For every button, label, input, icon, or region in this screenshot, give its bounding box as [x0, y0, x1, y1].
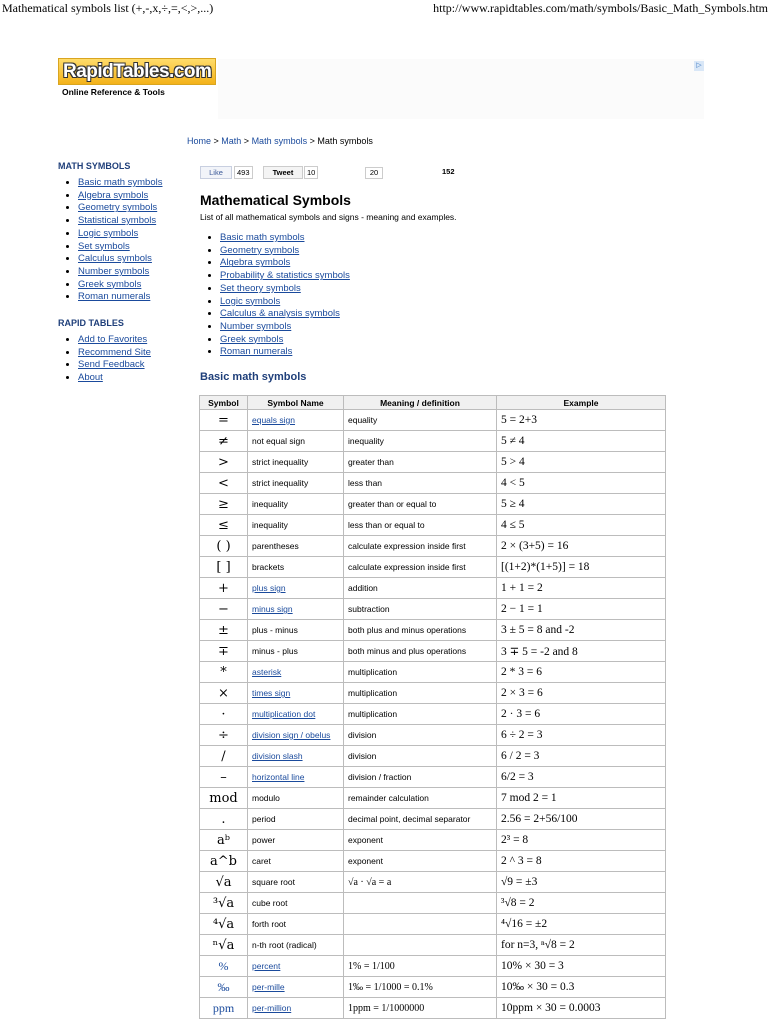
cell-symbol: %: [200, 956, 248, 977]
sidebar-item: [78, 372, 188, 385]
sidebar-math-symbols-list: [58, 177, 188, 304]
cell-symbol-name: modulo: [248, 788, 344, 809]
cell-symbol: ÷: [200, 725, 248, 746]
cell-example: 5 = 2+3: [497, 410, 666, 431]
sidebar: [58, 161, 188, 385]
breadcrumb-sep: >: [307, 136, 318, 146]
share-count: 152: [442, 167, 455, 176]
ad-choices-icon[interactable]: ▷: [694, 61, 704, 71]
topic-link-algebra[interactable]: Algebra symbols: [220, 257, 291, 269]
cell-meaning: multiplication: [344, 683, 497, 704]
cell-symbol: √a: [200, 872, 248, 893]
topic-item: [220, 270, 350, 283]
cell-symbol-name: [248, 956, 344, 977]
symbol-name-link[interactable]: percent: [252, 961, 281, 971]
topic-link-calculus[interactable]: Calculus & analysis symbols: [220, 308, 340, 320]
topic-item: [220, 346, 350, 359]
cell-symbol: =: [200, 410, 248, 431]
sidebar-item: [78, 215, 188, 228]
cell-symbol-name: [248, 977, 344, 998]
table-row: [200, 893, 666, 914]
cell-symbol-name: [248, 683, 344, 704]
topic-link-logic[interactable]: Logic symbols: [220, 295, 281, 307]
cell-example: 2³ = 8: [497, 830, 666, 851]
breadcrumb-sep: >: [241, 136, 252, 146]
cell-example: 10‰ × 30 = 0.3: [497, 977, 666, 998]
cell-meaning: addition: [344, 578, 497, 599]
cell-meaning: calculate expression inside first: [344, 557, 497, 578]
cell-meaning: division / fraction: [344, 767, 497, 788]
topic-item: [220, 257, 350, 270]
symbol-name-link[interactable]: multiplication dot: [252, 709, 316, 719]
cell-example: 5 ≥ 4: [497, 494, 666, 515]
print-header: [0, 0, 768, 16]
header-example: Example: [497, 396, 666, 410]
sidebar-link-roman[interactable]: Roman numerals: [78, 291, 151, 303]
cell-symbol: ×: [200, 683, 248, 704]
cell-symbol: .: [200, 809, 248, 830]
cell-meaning: 1‰ = 1/1000 = 0.1%: [344, 977, 497, 998]
symbols-table: [199, 395, 666, 1019]
cell-meaning: remainder calculation: [344, 788, 497, 809]
sidebar-link-geometry[interactable]: Geometry symbols: [78, 202, 158, 214]
cell-meaning: greater than or equal to: [344, 494, 497, 515]
cell-symbol: ≤: [200, 515, 248, 536]
symbol-name-link[interactable]: per-mille: [252, 982, 285, 992]
cell-symbol: ⁴√a: [200, 914, 248, 935]
header-symbol: Symbol: [200, 396, 248, 410]
table-row: [200, 767, 666, 788]
topic-item: [220, 283, 350, 296]
sidebar-heading-rapid-tables: RAPID TABLES: [58, 318, 124, 329]
cell-symbol: mod: [200, 788, 248, 809]
header-meaning: Meaning / definition: [344, 396, 497, 410]
topic-item: [220, 296, 350, 309]
cell-symbol-name: strict inequality: [248, 473, 344, 494]
header-symbol-name: Symbol Name: [248, 396, 344, 410]
table-row: [200, 557, 666, 578]
logo-text: RapidTables.com: [63, 61, 212, 82]
table-row: [200, 431, 666, 452]
sidebar-link-set[interactable]: Set symbols: [78, 240, 130, 252]
table-row: [200, 662, 666, 683]
cell-meaning: [344, 914, 497, 935]
table-row: [200, 830, 666, 851]
topic-item: [220, 321, 350, 334]
cell-symbol: ∓: [200, 641, 248, 662]
sidebar-item: [78, 266, 188, 279]
table-row: [200, 704, 666, 725]
site-logo[interactable]: [58, 58, 216, 97]
sidebar-item: [78, 190, 188, 203]
cell-example: [(1+2)*(1+5)] = 18: [497, 557, 666, 578]
cell-symbol-name: forth root: [248, 914, 344, 935]
cell-meaning: 1% = 1/100: [344, 956, 497, 977]
cell-meaning: 1ppm = 1/1000000: [344, 998, 497, 1019]
cell-example: 10% × 30 = 3: [497, 956, 666, 977]
cell-symbol-name: [248, 662, 344, 683]
table-row: [200, 620, 666, 641]
logo-tagline: Online Reference & Tools: [62, 87, 165, 97]
cell-meaning: multiplication: [344, 704, 497, 725]
cell-meaning: √a · √a = a: [344, 872, 497, 893]
cell-symbol: [ ]: [200, 557, 248, 578]
cell-symbol: ±: [200, 620, 248, 641]
sidebar-rapid-tables-list: [58, 334, 188, 385]
cell-example: 1 + 1 = 2: [497, 578, 666, 599]
sidebar-item: [78, 253, 188, 266]
sidebar-link-feedback[interactable]: Send Feedback: [78, 359, 145, 371]
sidebar-link-about[interactable]: About: [78, 372, 103, 384]
sidebar-link-greek[interactable]: Greek symbols: [78, 278, 142, 290]
table-row: [200, 788, 666, 809]
breadcrumb-math[interactable]: Math: [221, 136, 242, 146]
table-row: [200, 746, 666, 767]
cell-example: 6/2 = 3: [497, 767, 666, 788]
sidebar-item: [78, 241, 188, 254]
cell-symbol-name: caret: [248, 851, 344, 872]
cell-symbol: ³√a: [200, 893, 248, 914]
cell-example: 2 · 3 = 6: [497, 704, 666, 725]
symbol-name-link[interactable]: asterisk: [252, 667, 282, 677]
symbol-name-link[interactable]: division slash: [252, 751, 303, 761]
sidebar-link-algebra[interactable]: Algebra symbols: [78, 189, 149, 201]
cell-symbol-name: brackets: [248, 557, 344, 578]
facebook-like: [200, 166, 252, 178]
cell-symbol-name: [248, 578, 344, 599]
table-row: [200, 683, 666, 704]
cell-symbol: ≥: [200, 494, 248, 515]
cell-example: for n=3, ⁿ√8 = 2: [497, 935, 666, 956]
sidebar-heading-math-symbols: MATH SYMBOLS: [58, 161, 131, 171]
table-row: [200, 452, 666, 473]
cell-symbol: /: [200, 746, 248, 767]
table-row: [200, 998, 666, 1019]
cell-symbol: −: [200, 599, 248, 620]
sidebar-link-logic[interactable]: Logic symbols: [78, 227, 139, 239]
table-row: [200, 809, 666, 830]
symbol-name-link[interactable]: minus sign: [252, 604, 293, 614]
cell-meaning: both plus and minus operations: [344, 620, 497, 641]
cell-example: 5 ≠ 4: [497, 431, 666, 452]
cell-symbol-name: plus - minus: [248, 620, 344, 641]
cell-example: 2 ^ 3 = 8: [497, 851, 666, 872]
sidebar-item: [78, 347, 188, 360]
cell-meaning: exponent: [344, 830, 497, 851]
table-row: [200, 494, 666, 515]
topic-item: [220, 232, 350, 245]
table-row: [200, 410, 666, 431]
cell-symbol-name: [248, 410, 344, 431]
sidebar-link-statistical[interactable]: Statistical symbols: [78, 215, 157, 227]
breadcrumb-math-symbols[interactable]: Math symbols: [251, 136, 308, 146]
table-header-row: [200, 396, 666, 410]
cell-example: √9 = ±3: [497, 872, 666, 893]
cell-meaning: less than: [344, 473, 497, 494]
cell-meaning: inequality: [344, 431, 497, 452]
table-row: [200, 872, 666, 893]
symbol-name-link[interactable]: plus sign: [252, 583, 286, 593]
breadcrumb-sep: >: [211, 136, 222, 146]
table-row: [200, 473, 666, 494]
cell-example: 6 / 2 = 3: [497, 746, 666, 767]
table-row: [200, 725, 666, 746]
cell-symbol-name: cube root: [248, 893, 344, 914]
table-row: [200, 977, 666, 998]
symbol-name-link[interactable]: times sign: [252, 688, 291, 698]
sidebar-item: [78, 279, 188, 292]
section-title: Basic math symbols: [200, 371, 307, 383]
sidebar-item: [78, 291, 188, 304]
page-description: List of all mathematical symbols and signs - meaning and examples.: [200, 212, 457, 222]
table-row: [200, 536, 666, 557]
plus-one-count[interactable]: 20: [365, 167, 383, 179]
symbol-name-link[interactable]: equals sign: [252, 415, 296, 425]
cell-symbol-name: n-th root (radical): [248, 935, 344, 956]
cell-meaning: division: [344, 746, 497, 767]
cell-example: 7 mod 2 = 1: [497, 788, 666, 809]
cell-symbol: a^b: [200, 851, 248, 872]
table-row: [200, 851, 666, 872]
cell-symbol: ≠: [200, 431, 248, 452]
cell-example: 2 × 3 = 6: [497, 683, 666, 704]
topic-item: [220, 334, 350, 347]
cell-meaning: exponent: [344, 851, 497, 872]
cell-meaning: multiplication: [344, 662, 497, 683]
topic-link-set-theory[interactable]: Set theory symbols: [220, 282, 301, 294]
tweet-button[interactable]: Tweet: [263, 166, 303, 179]
topic-item: [220, 308, 350, 321]
cell-symbol: *: [200, 662, 248, 683]
sidebar-link-favorites[interactable]: Add to Favorites: [78, 334, 148, 346]
cell-example: 10ppm × 30 = 0.0003: [497, 998, 666, 1019]
cell-symbol-name: square root: [248, 872, 344, 893]
cell-example: ⁴√16 = ±2: [497, 914, 666, 935]
cell-example: 2 − 1 = 1: [497, 599, 666, 620]
cell-example: 5 > 4: [497, 452, 666, 473]
cell-symbol-name: inequality: [248, 494, 344, 515]
cell-symbol-name: parentheses: [248, 536, 344, 557]
cell-symbol-name: not equal sign: [248, 431, 344, 452]
topic-link-probability[interactable]: Probability & statistics symbols: [220, 270, 350, 282]
sidebar-link-number[interactable]: Number symbols: [78, 265, 150, 277]
table-row: [200, 515, 666, 536]
table-row: [200, 599, 666, 620]
cell-meaning: calculate expression inside first: [344, 536, 497, 557]
cell-example: 4 < 5: [497, 473, 666, 494]
breadcrumb: [187, 136, 373, 146]
cell-symbol-name: power: [248, 830, 344, 851]
sidebar-item: [78, 202, 188, 215]
cell-symbol: ‰: [200, 977, 248, 998]
cell-symbol-name: minus - plus: [248, 641, 344, 662]
like-count: 493: [234, 166, 253, 179]
print-url: http://www.rapidtables.com/math/symbols/Basic_Math_Symbols.htm: [433, 1, 768, 15]
cell-symbol: –: [200, 767, 248, 788]
breadcrumb-home[interactable]: Home: [187, 136, 212, 146]
cell-symbol: ( ): [200, 536, 248, 557]
cell-symbol-name: [248, 767, 344, 788]
page-title: Mathematical Symbols: [200, 192, 351, 208]
cell-symbol-name: period: [248, 809, 344, 830]
cell-meaning: less than or equal to: [344, 515, 497, 536]
topic-link-basic[interactable]: Basic math symbols: [220, 232, 305, 243]
ad-banner[interactable]: [218, 59, 704, 119]
cell-symbol: ⁿ√a: [200, 935, 248, 956]
cell-example: 2 × (3+5) = 16: [497, 536, 666, 557]
cell-meaning: [344, 893, 497, 914]
topic-item: [220, 245, 350, 258]
cell-symbol: <: [200, 473, 248, 494]
topic-link-geometry[interactable]: Geometry symbols: [220, 244, 300, 256]
cell-meaning: both minus and plus operations: [344, 641, 497, 662]
cell-example: 4 ≤ 5: [497, 515, 666, 536]
table-body: [200, 410, 666, 1019]
cell-meaning: division: [344, 725, 497, 746]
cell-example: 3 ± 5 = 8 and -2: [497, 620, 666, 641]
cell-symbol: aᵇ: [200, 830, 248, 851]
cell-symbol-name: [248, 599, 344, 620]
cell-symbol-name: strict inequality: [248, 452, 344, 473]
table-row: [200, 641, 666, 662]
topic-links: [200, 232, 350, 359]
cell-symbol: ppm: [200, 998, 248, 1019]
cell-symbol-name: [248, 704, 344, 725]
topic-link-roman[interactable]: Roman numerals: [220, 346, 293, 358]
cell-meaning: equality: [344, 410, 497, 431]
symbol-name-link[interactable]: per-million: [252, 1003, 292, 1013]
cell-meaning: [344, 935, 497, 956]
cell-symbol: +: [200, 578, 248, 599]
tweet-count: 10: [304, 166, 318, 179]
topic-link-number[interactable]: Number symbols: [220, 320, 292, 332]
cell-example: 6 ÷ 2 = 3: [497, 725, 666, 746]
cell-symbol-name: inequality: [248, 515, 344, 536]
cell-meaning: greater than: [344, 452, 497, 473]
cell-symbol-name: [248, 725, 344, 746]
cell-symbol-name: [248, 746, 344, 767]
like-button[interactable]: Like: [200, 166, 232, 179]
cell-meaning: subtraction: [344, 599, 497, 620]
cell-symbol: >: [200, 452, 248, 473]
cell-example: 3 ∓ 5 = -2 and 8: [497, 641, 666, 662]
symbol-name-link[interactable]: division sign / obelus: [252, 730, 331, 740]
cell-meaning: decimal point, decimal separator: [344, 809, 497, 830]
sidebar-item: [78, 177, 188, 190]
sidebar-link-basic[interactable]: Basic math symbols: [78, 177, 163, 188]
logo-box[interactable]: [58, 58, 216, 85]
cell-symbol: ·: [200, 704, 248, 725]
sidebar-item: [78, 228, 188, 241]
sidebar-item: [78, 334, 188, 347]
print-title: Mathematical symbols list (+,-,x,÷,=,<,>,...): [2, 1, 214, 15]
breadcrumb-current: Math symbols: [317, 136, 373, 146]
table-row: [200, 914, 666, 935]
cell-example: 2 * 3 = 6: [497, 662, 666, 683]
cell-symbol-name: [248, 998, 344, 1019]
cell-example: 2.56 = 2+56/100: [497, 809, 666, 830]
table-row: [200, 956, 666, 977]
table-row: [200, 578, 666, 599]
sidebar-link-calculus[interactable]: Calculus symbols: [78, 253, 152, 265]
symbol-name-link[interactable]: horizontal line: [252, 772, 305, 782]
sidebar-item: [78, 359, 188, 372]
table-row: [200, 935, 666, 956]
topic-link-greek[interactable]: Greek symbols: [220, 333, 284, 345]
cell-example: ³√8 = 2: [497, 893, 666, 914]
sidebar-link-recommend[interactable]: Recommend Site: [78, 346, 151, 358]
